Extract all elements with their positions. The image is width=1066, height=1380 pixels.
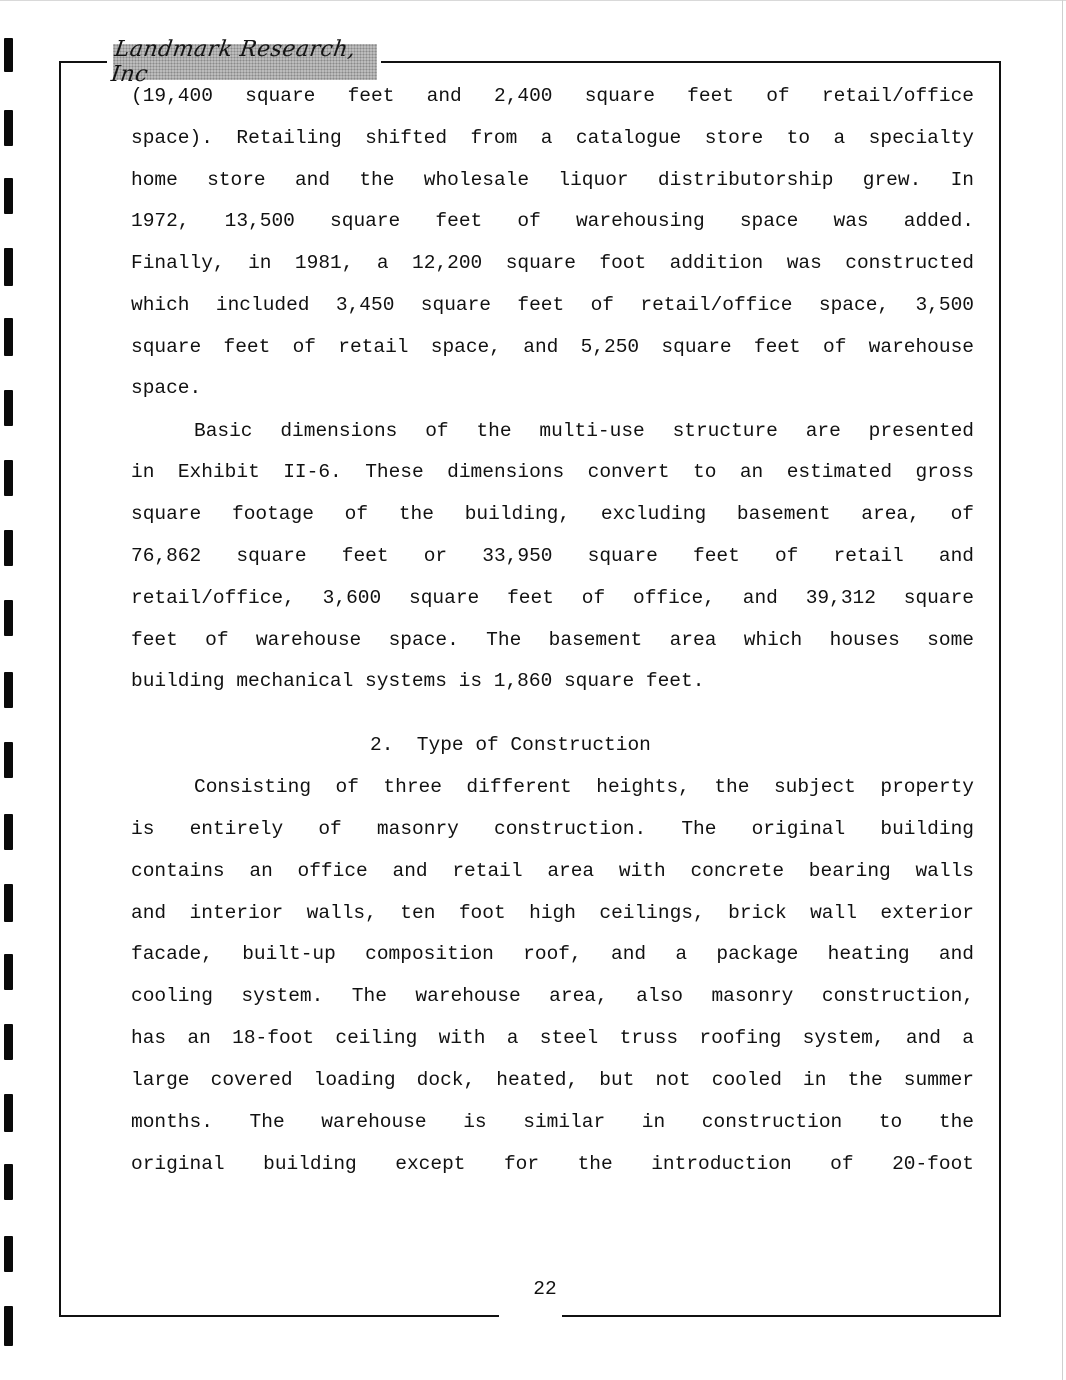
binding-mark [4,1164,13,1200]
text-line: square feet of retail space, and 5,250 square feet of warehouse [131,336,974,358]
binding-mark [4,814,13,850]
logo-text: Landmark Research, Inc [109,37,358,87]
text-line: large covered loading dock, heated, but not cooled in the summer [131,1069,974,1091]
text-line: Finally, in 1981, a 12,200 square foot addition was constructed [131,252,974,274]
text-line: cooling system. The warehouse area, also masonry construction, [131,985,974,1007]
text-line: (19,400 square feet and 2,400 square feet of retail/office [131,85,974,107]
text-line: building mechanical systems is 1,860 square feet. [131,670,705,692]
text-line: which included 3,450 square feet of retail/office space, 3,500 [131,294,974,316]
text-line: contains an office and retail area with concrete bearing walls [131,860,974,882]
frame-border-bottom-left [59,1315,499,1317]
binding-mark [4,110,13,146]
binding-mark [4,530,13,566]
frame-border-bottom-right [562,1315,1001,1317]
text-line: retail/office, 3,600 square feet of office, and 39,312 square [131,587,974,609]
text-line: is entirely of masonry construction. The original building [131,818,974,840]
text-line: 1972, 13,500 square feet of warehousing space was added. [131,210,974,232]
binding-mark [4,390,13,426]
frame-border-left [59,61,61,1317]
page-number: 22 [533,1278,557,1300]
binding-mark [4,600,13,636]
binding-mark [4,884,13,922]
text-line: 76,862 square feet or 33,950 square feet of retail and [131,545,974,567]
binding-mark [4,1306,13,1346]
frame-border-top-right [381,61,1001,63]
text-line: and interior walls, ten foot high ceilings, brick wall exterior [131,902,974,924]
text-line: square footage of the building, excluding basement area, of [131,503,974,525]
text-line: Consisting of three different heights, the subject property [194,776,974,798]
binding-mark [4,1094,13,1132]
text-line: months. The warehouse is similar in construction to the [131,1111,974,1133]
text-line: feet of warehouse space. The basement area which houses some [131,629,974,651]
text-line: Basic dimensions of the multi-use structure are presented [194,420,974,442]
binding-mark [4,742,13,778]
text-line: original building except for the introduction of 20-foot [131,1153,974,1175]
binding-mark [4,1236,13,1272]
binding-mark [4,460,13,496]
binding-mark [4,318,13,356]
text-line: has an 18-foot ceiling with a steel truss roofing system, and a [131,1027,974,1049]
binding-mark [4,672,13,708]
binding-mark [4,38,13,72]
binding-mark [4,954,13,990]
binding-mark [4,178,13,214]
scan-top-edge [0,0,1066,1]
binding-holes [0,0,20,1380]
text-line: space). Retailing shifted from a catalogue store to a specialty [131,127,974,149]
text-line: home store and the wholesale liquor distributorship grew. In [131,169,974,191]
frame-border-top-left [59,61,107,63]
binding-mark [4,248,13,286]
company-logo [109,37,377,87]
frame-border-right [999,61,1001,1317]
text-line: facade, built-up composition roof, and a package heating and [131,943,974,965]
text-line: in Exhibit II-6. These dimensions convert to an estimated gross [131,461,974,483]
binding-mark [4,1024,13,1060]
section-heading: 2. Type of Construction [370,734,651,756]
text-line: space. [131,377,202,399]
scan-right-edge [1062,0,1063,1380]
